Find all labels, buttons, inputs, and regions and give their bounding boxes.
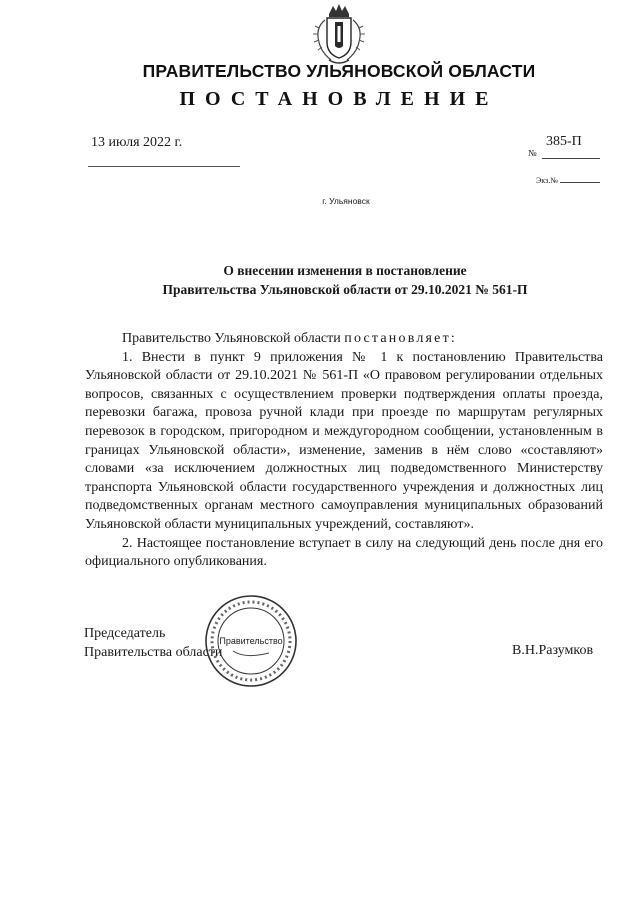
clause-1: 1. Внести в пункт 9 приложения № 1 к постановлению Правительства Ульяновской области от 29.10.2021 № 561-П «О правовом регулировании отдельных вопросов, связанных с осуществлением проверки подтверждения оплаты проезда, перевозки багажа, провоза ручной клади при проезде по маршрутам регулярных перевозок в городском, пригородном и междугородном сообщении, установленным в границах Ульяновской области», изменение, заменив в нём слово «составляют» словами «за исключением должностных лиц подведомственного Министерству транспорта Ульяновской области государственного учреждения и должностных лиц подведомственных органам местного самоуправления муниципальных образований Ульяновской области муниципальных учреждений, составляют». — [85, 349, 603, 532]
subject-line-2: Правительства Ульяновской области от 29.10.2021 № 561-П — [162, 282, 528, 297]
document-subject — [0, 261, 640, 299]
document-body — [85, 330, 603, 572]
coat-of-arms-icon — [309, 2, 369, 68]
document-type: ПОСТАНОВЛЕНИЕ — [179, 88, 499, 110]
document-date: 13 июля 2022 г. — [91, 135, 183, 150]
copy-number-label: Экз.№ — [536, 176, 558, 185]
government-name: ПРАВИТЕЛЬСТВО УЛЬЯНОВСКОЙ ОБЛАСТИ — [142, 61, 536, 81]
signer-name: В.Н.Разумков — [512, 643, 594, 658]
signer-role-line-2: Правительства области — [84, 644, 223, 660]
decree-word: постановляет: — [344, 331, 457, 346]
date-underline — [88, 166, 240, 167]
official-seal-stamp — [203, 593, 299, 689]
subject-line-1: О внесении изменения в постановление — [223, 263, 467, 278]
document-number: 385-П — [546, 134, 582, 149]
number-underline — [542, 158, 600, 159]
seal-center-text: Правительство — [219, 636, 283, 646]
signer-role-line-1: Председатель — [84, 626, 166, 641]
preamble — [85, 330, 603, 349]
preamble-text: Правительство Ульяновской области — [122, 331, 341, 346]
city: г. Ульяновск — [322, 196, 370, 206]
clause-2: 2. Настоящее постановление вступает в силу на следующий день после дня его официального опубликования. — [85, 535, 603, 570]
number-label: № — [528, 148, 537, 158]
copy-number-underline — [560, 182, 600, 183]
signer-role — [84, 625, 222, 662]
